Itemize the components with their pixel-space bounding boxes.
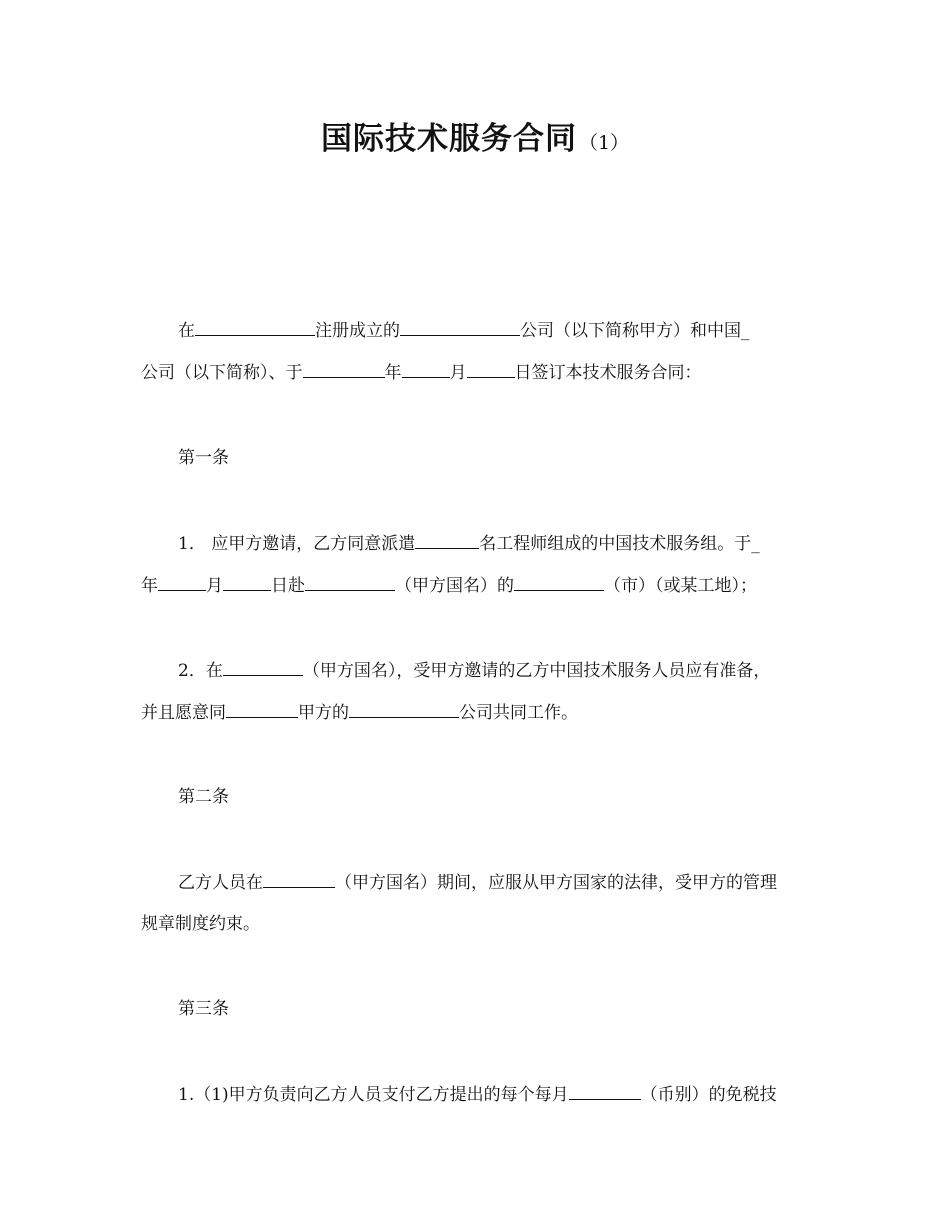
clause-text: 1． 应甲方邀请，乙方同意派遣 [178, 534, 416, 554]
article-2-line-1 [178, 870, 818, 895]
title-suffix: （1） [578, 132, 630, 154]
preamble-text: 月 [449, 363, 467, 383]
preamble-line-2 [141, 360, 821, 385]
clause-text: 2．在 [178, 661, 223, 681]
article-2-heading: 第二条 [178, 787, 229, 807]
article-2-line-2: 规章制度约束。 [141, 914, 260, 934]
preamble-text: 注册成立的 [315, 321, 400, 341]
clause-text: （币别）的免税技 [640, 1085, 777, 1105]
clause-text: 日赴 [271, 576, 305, 596]
document-title [0, 113, 950, 158]
preamble-text: 日签订本技术服务合同： [514, 363, 702, 383]
clause-text: 1.（1)甲方负责向乙方人员支付乙方提出的每个每月 [178, 1085, 569, 1105]
article-1-clause-1-line-1 [178, 531, 818, 556]
preamble-text: 公司（以下简称）、于 [141, 363, 303, 383]
blank-line [400, 318, 520, 336]
clause-text: 公司共同工作。 [459, 703, 578, 723]
article-1-heading: 第一条 [178, 448, 229, 468]
blank-line [402, 360, 450, 378]
blank-line [158, 573, 206, 591]
preamble-line-1 [178, 318, 818, 343]
blank-line [514, 573, 604, 591]
clause-text: 月 [206, 576, 223, 596]
blank-line [415, 531, 479, 549]
blank-line [569, 1082, 641, 1100]
preamble-text: 在 [178, 321, 195, 341]
clause-text: 乙方人员在 [178, 873, 263, 893]
clause-text: 名工程师组成的中国技术服务组。于_ [479, 534, 760, 554]
clause-text: （甲方国名），受甲方邀请的乙方中国技术服务人员应有准备， [302, 661, 771, 681]
article-1-clause-1-line-2 [141, 573, 821, 598]
article-3-heading: 第三条 [178, 999, 229, 1019]
clause-text: （甲方国名）的 [395, 576, 514, 596]
clause-text: 甲方的 [298, 703, 349, 723]
article-1-clause-2-line-1 [178, 658, 818, 683]
blank-line [223, 658, 303, 676]
blank-line [223, 573, 271, 591]
blank-line [303, 360, 385, 378]
article-1-clause-2-line-2 [141, 700, 821, 725]
article-3-line-1 [178, 1082, 818, 1107]
clause-text: （甲方国名）期间，应服从甲方国家的法律，受甲方的管理 [335, 873, 777, 893]
clause-text: 年 [141, 576, 158, 596]
preamble-text: 公司（以下简称甲方）和中国_ [520, 321, 750, 341]
clause-text: 并且愿意同 [141, 703, 226, 723]
blank-line [305, 573, 395, 591]
blank-line [263, 870, 335, 888]
blank-line [349, 700, 459, 718]
blank-line [226, 700, 298, 718]
blank-line [467, 360, 515, 378]
blank-line [195, 318, 315, 336]
title-text: 国际技术服务合同 [320, 121, 577, 157]
clause-text: （市）（或某工地）； [604, 576, 757, 596]
preamble-text: 年 [384, 363, 402, 383]
